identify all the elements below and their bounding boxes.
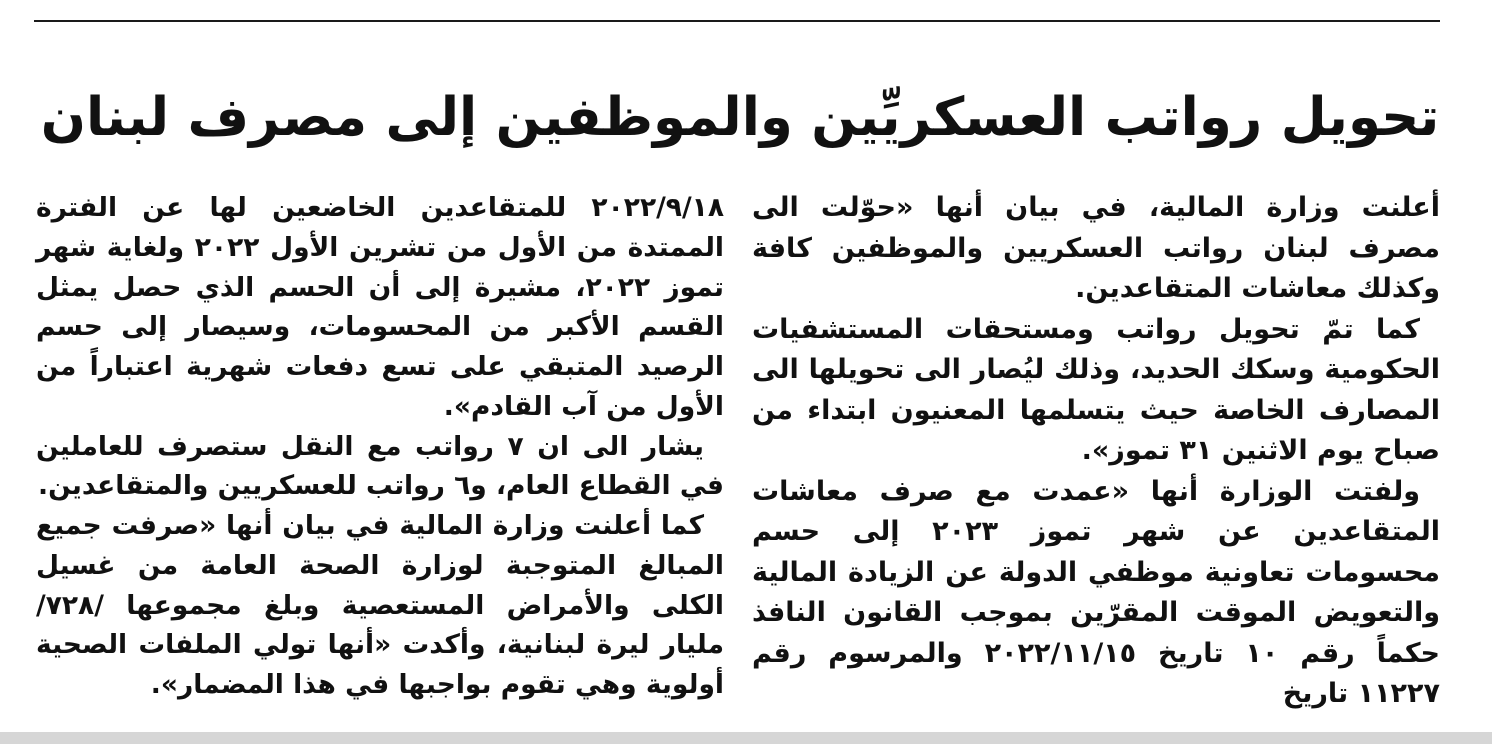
article-paragraph: ولفتت الوزارة أنها «عمدت مع صرف معاشات المتقاعدين عن شهر تموز ٢٠٢٣ إلى حسم محسومات تعاونية موظفي الدولة عن الزيادة المالية والتعويض الموقت المقرّين بموجب القانون النافذ حكماً رقم ١٠ تاريخ ٢٠٢٢/١١/١٥ والمرسوم رقم ١١٢٢٧ تاريخ	[752, 475, 1440, 709]
top-rule	[34, 20, 1440, 22]
article-headline: تحويل رواتب العسكريِّين والموظفين إلى مصرف لبنان	[40, 87, 1440, 148]
bottom-band	[0, 732, 1492, 744]
article-paragraph: أعلنت وزارة المالية، في بيان أنها «حوّلت الى مصرف لبنان رواتب العسكريين والموظفين كافة وكذلك معاشات المتقاعدين.	[752, 192, 1440, 304]
article-column-left	[36, 188, 724, 705]
article-paragraph: كما أعلنت وزارة المالية في بيان أنها «صرفت جميع المبالغ المتوجبة لوزارة الصحة العامة من غسيل الكلى والأمراض المستعصية وبلغ مجموعها /٧٢٨/ مليار ليرة لبنانية، وأكدت «أنها تولي الملفات الصحية أولوية وهي تقوم بواجبها في هذا المضمار».	[36, 510, 724, 700]
article-paragraph: ٢٠٢٢/٩/١٨ للمتقاعدين الخاضعين لها عن الفترة الممتدة من الأول من تشرين الأول ٢٠٢٢ ولغاية شهر تموز ٢٠٢٢، مشيرة إلى أن الحسم الذي حصل يمثل القسم الأكبر من المحسومات، وسيصار إلى حسم الرصيد المتبقي على تسع دفعات شهرية اعتباراً من الأول من آب القادم».	[36, 192, 725, 422]
article-column-right	[752, 188, 1440, 715]
article-paragraph: كما تمّ تحويل رواتب ومستحقات المستشفيات الحكومية وسكك الحديد، وذلك ليُصار الى تحويلها الى المصارف الخاصة حيث يتسلمها المعنيون ابتداء من صباح يوم الاثنين ٣١ تموز».	[752, 313, 1440, 466]
article-paragraph: يشار الى ان ٧ رواتب مع النقل ستصرف للعاملين في القطاع العام، و٦ رواتب للعسكريين والمتقاعدين.	[36, 430, 724, 502]
